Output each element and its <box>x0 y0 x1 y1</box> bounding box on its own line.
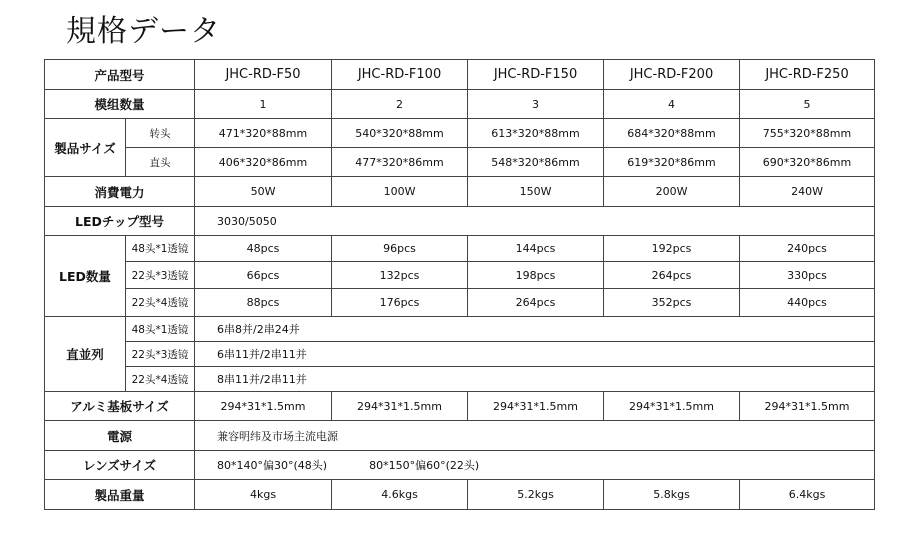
label-chip: LEDチップ型号 <box>45 207 195 236</box>
row-chip <box>45 207 875 236</box>
label-model: 产品型号 <box>45 60 195 90</box>
row-lens <box>45 451 875 480</box>
lens-value-48: 80*140°偏30°(48头) <box>217 459 328 472</box>
led-cell: 48pcs <box>195 236 332 262</box>
row-psu <box>45 421 875 451</box>
led-cell: 176pcs <box>332 289 468 317</box>
label-alu: アルミ基板サイズ <box>45 392 195 421</box>
row-modules <box>45 90 875 119</box>
alu-cell: 294*31*1.5mm <box>468 392 604 421</box>
row-power <box>45 177 875 207</box>
weight-cell: 5.2kgs <box>468 480 604 510</box>
led-cell: 144pcs <box>468 236 604 262</box>
label-led-count: LED数量 <box>45 236 126 317</box>
row-weight <box>45 480 875 510</box>
weight-cell: 4.6kgs <box>332 480 468 510</box>
size-cell: 477*320*86mm <box>332 148 468 177</box>
model-cell: JHC-RD-F50 <box>195 60 332 90</box>
series-value: 8串11并/2串11并 <box>195 367 875 392</box>
label-lens22a: 22头*3透镜 <box>126 262 195 289</box>
weight-cell: 6.4kgs <box>740 480 875 510</box>
chip-value: 3030/5050 <box>195 207 875 236</box>
row-series-3 <box>45 367 875 392</box>
led-cell: 66pcs <box>195 262 332 289</box>
power-cell: 240W <box>740 177 875 207</box>
label-weight: 製品重量 <box>45 480 195 510</box>
lens-value-22: 80*150°偏60°(22头) <box>369 459 480 472</box>
row-led48 <box>45 236 875 262</box>
row-series-2 <box>45 342 875 367</box>
size-cell: 684*320*88mm <box>604 119 740 148</box>
size-cell: 619*320*86mm <box>604 148 740 177</box>
size-cell: 540*320*88mm <box>332 119 468 148</box>
label-lens48: 48头*1透镜 <box>126 236 195 262</box>
weight-cell: 4kgs <box>195 480 332 510</box>
row-led22a <box>45 262 875 289</box>
alu-cell: 294*31*1.5mm <box>740 392 875 421</box>
power-cell: 100W <box>332 177 468 207</box>
led-cell: 96pcs <box>332 236 468 262</box>
row-led22b <box>45 289 875 317</box>
lens-value <box>195 451 875 480</box>
modules-cell: 5 <box>740 90 875 119</box>
label-size: 製品サイズ <box>45 119 126 177</box>
led-cell: 330pcs <box>740 262 875 289</box>
row-series-1 <box>45 317 875 342</box>
row-size-turn <box>45 119 875 148</box>
led-cell: 88pcs <box>195 289 332 317</box>
modules-cell: 4 <box>604 90 740 119</box>
size-cell: 613*320*88mm <box>468 119 604 148</box>
led-cell: 264pcs <box>604 262 740 289</box>
label-lens22a: 22头*3透镜 <box>126 342 195 367</box>
model-cell: JHC-RD-F150 <box>468 60 604 90</box>
modules-cell: 3 <box>468 90 604 119</box>
row-alu <box>45 392 875 421</box>
size-cell: 406*320*86mm <box>195 148 332 177</box>
model-cell: JHC-RD-F200 <box>604 60 740 90</box>
power-cell: 150W <box>468 177 604 207</box>
modules-cell: 1 <box>195 90 332 119</box>
label-modules: 模组数量 <box>45 90 195 119</box>
label-size-straight: 直头 <box>126 148 195 177</box>
page-title: 規格データ <box>66 14 221 49</box>
size-cell: 548*320*86mm <box>468 148 604 177</box>
alu-cell: 294*31*1.5mm <box>195 392 332 421</box>
model-cell: JHC-RD-F250 <box>740 60 875 90</box>
label-lens22b: 22头*4透镜 <box>126 289 195 317</box>
modules-cell: 2 <box>332 90 468 119</box>
label-series: 直並列 <box>45 317 126 392</box>
label-size-turn: 转头 <box>126 119 195 148</box>
alu-cell: 294*31*1.5mm <box>604 392 740 421</box>
led-cell: 240pcs <box>740 236 875 262</box>
series-value: 6串11并/2串11并 <box>195 342 875 367</box>
label-lens: レンズサイズ <box>45 451 195 480</box>
row-model <box>45 60 875 90</box>
size-cell: 755*320*88mm <box>740 119 875 148</box>
label-power: 消費電力 <box>45 177 195 207</box>
psu-value: 兼容明纬及市场主流电源 <box>195 421 875 451</box>
series-value: 6串8并/2串24并 <box>195 317 875 342</box>
led-cell: 264pcs <box>468 289 604 317</box>
power-cell: 50W <box>195 177 332 207</box>
weight-cell: 5.8kgs <box>604 480 740 510</box>
label-psu: 電源 <box>45 421 195 451</box>
led-cell: 440pcs <box>740 289 875 317</box>
spec-table <box>44 59 875 510</box>
power-cell: 200W <box>604 177 740 207</box>
led-cell: 192pcs <box>604 236 740 262</box>
size-cell: 690*320*86mm <box>740 148 875 177</box>
led-cell: 352pcs <box>604 289 740 317</box>
size-cell: 471*320*88mm <box>195 119 332 148</box>
model-cell: JHC-RD-F100 <box>332 60 468 90</box>
led-cell: 132pcs <box>332 262 468 289</box>
row-size-straight <box>45 148 875 177</box>
alu-cell: 294*31*1.5mm <box>332 392 468 421</box>
label-lens48: 48头*1透镜 <box>126 317 195 342</box>
led-cell: 198pcs <box>468 262 604 289</box>
label-lens22b: 22头*4透镜 <box>126 367 195 392</box>
